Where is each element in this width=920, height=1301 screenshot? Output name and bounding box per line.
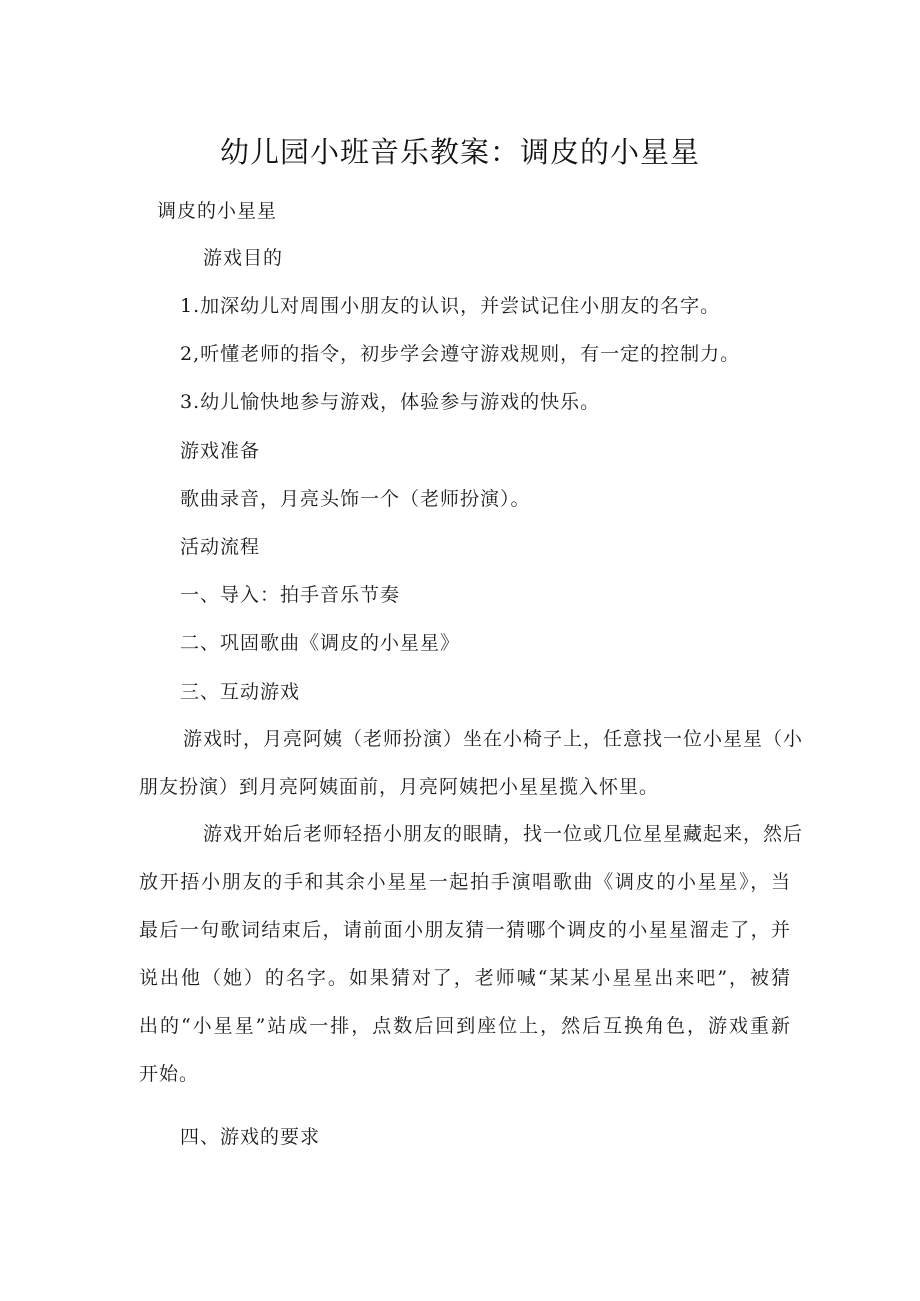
paragraph-line: 开始。 xyxy=(139,1063,200,1085)
flow-step-3: 三、互动游戏 xyxy=(180,681,301,703)
document-subtitle: 调皮的小星星 xyxy=(157,200,278,222)
paragraph-line: 放开捂小朋友的手和其余小星星一起拍手演唱歌曲《调皮的小星星》，当 xyxy=(139,871,791,893)
goal-item-2: 2,听懂老师的指令，初步学会遵守游戏规则，有一定的控制力。 xyxy=(180,343,741,365)
paragraph-line: 朋友扮演）到月亮阿姨面前，月亮阿姨把小星星揽入怀里。 xyxy=(139,776,660,798)
flow-heading: 活动流程 xyxy=(180,536,261,558)
prep-text: 歌曲录音，月亮头饰一个（老师扮演）。 xyxy=(180,488,531,510)
goal-heading: 游戏目的 xyxy=(203,247,284,269)
paragraph-line: 游戏开始后老师轻捂小朋友的眼睛，找一位或几位星星藏起来，然后 xyxy=(203,823,804,845)
game-paragraph-2 xyxy=(139,810,804,1098)
prep-heading: 游戏准备 xyxy=(180,440,261,462)
game-paragraph-1 xyxy=(139,715,804,811)
goal-item-3: 3.幼儿愉快地参与游戏，体验参与游戏的快乐。 xyxy=(180,391,601,413)
flow-step-4: 四、游戏的要求 xyxy=(180,1126,321,1148)
goal-item-1: 1.加深幼儿对周围小朋友的认识，并尝试记住小朋友的名字。 xyxy=(180,295,721,317)
flow-step-2: 二、巩固歌曲《调皮的小星星》 xyxy=(180,632,461,654)
paragraph-line: 游戏时，月亮阿姨（老师扮演）坐在小椅子上，任意找一位小星星（小 xyxy=(183,728,804,750)
document-title: 幼儿园小班音乐教案：调皮的小星星 xyxy=(219,135,700,169)
paragraph-line: 最后一句歌词结束后，请前面小朋友猜一猜哪个调皮的小星星溜走了，并 xyxy=(139,919,791,941)
paragraph-line: 出的“小星星”站成一排，点数后回到座位上，然后互换角色，游戏重新 xyxy=(139,1015,791,1037)
paragraph-line: 说出他（她）的名字。如果猜对了，老师喊“某某小星星出来吧”，被猜 xyxy=(139,967,791,989)
flow-step-1: 一、导入：拍手音乐节奏 xyxy=(180,584,401,606)
